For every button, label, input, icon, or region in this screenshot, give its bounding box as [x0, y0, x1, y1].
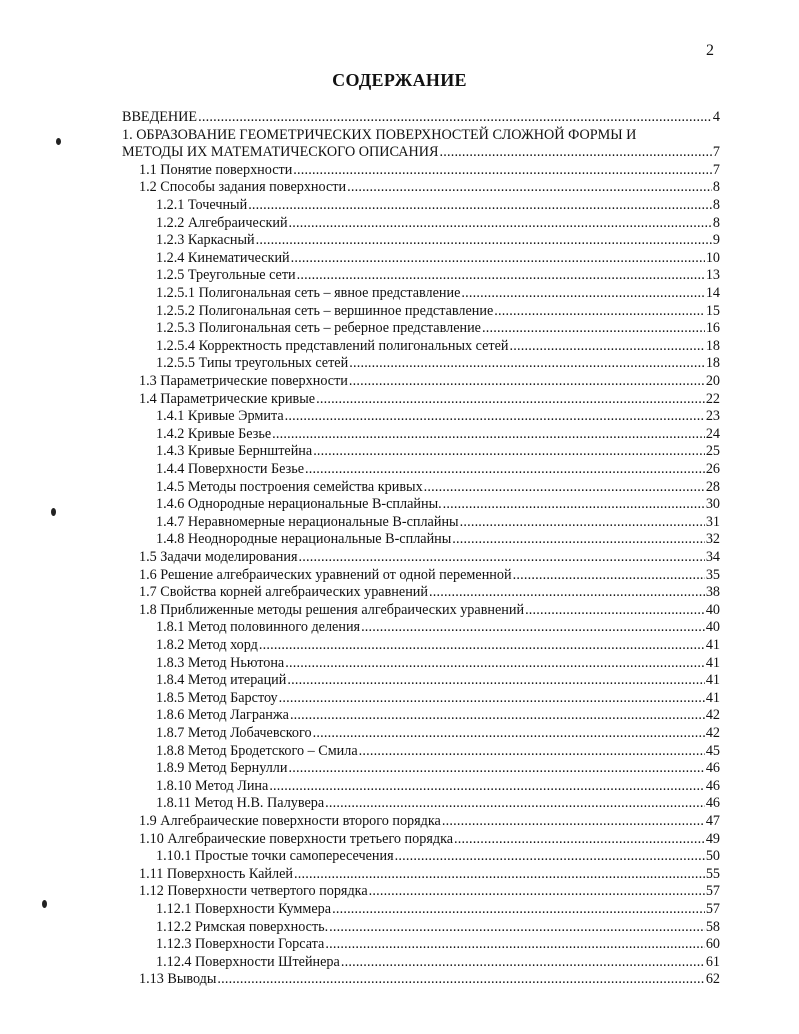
toc-dot-leader	[361, 618, 705, 636]
toc-dot-leader	[442, 812, 705, 830]
toc-dot-leader	[305, 460, 705, 478]
toc-entry-page: 60	[705, 936, 720, 953]
page-title: СОДЕРЖАНИЕ	[332, 70, 467, 90]
toc-dot-leader	[259, 636, 705, 654]
toc-dot-leader	[291, 249, 705, 267]
toc-entry-page: 24	[705, 425, 720, 442]
toc-dot-leader	[509, 337, 704, 355]
toc-entry-page: 55	[705, 865, 720, 882]
toc-entry-page: 45	[705, 742, 720, 759]
toc-entry[interactable]	[156, 354, 720, 372]
toc-dot-leader	[460, 513, 705, 531]
toc-dot-leader	[269, 777, 705, 795]
toc-entry[interactable]	[139, 882, 720, 900]
toc-entry-title: 1.5 Задачи моделирования	[139, 549, 298, 565]
toc-dot-leader	[290, 706, 705, 724]
toc-entry-title: 1.2.4 Кинематический	[156, 249, 290, 266]
toc-entry-title: 1.8.9 Метод Бернулли	[156, 760, 288, 777]
toc-entry[interactable]	[156, 214, 720, 232]
toc-entry-page: 16	[705, 320, 720, 337]
toc-entry-title: 1.2 Способы задания поверхности	[139, 179, 347, 196]
toc-dot-leader	[293, 161, 712, 179]
toc-entry-title: 1.8.11 Метод Н.В. Палувера	[156, 795, 325, 812]
toc-dot-leader	[369, 882, 705, 900]
toc-dot-leader	[285, 654, 705, 672]
toc-entry[interactable]	[156, 636, 720, 654]
toc-entry[interactable]	[139, 390, 720, 408]
toc-entry-title: 1. ОБРАЗОВАНИЕ ГЕОМЕТРИЧЕСКИХ ПОВЕРХНОСТЕЙ СЛОЖНОЙ ФОРМЫ И	[122, 126, 637, 143]
toc-entry[interactable]	[156, 724, 720, 742]
toc-entry-page: 9	[712, 232, 720, 249]
toc-entry-title: 1.13 Выводы	[139, 971, 217, 988]
toc-entry[interactable]	[156, 847, 720, 865]
toc-dot-leader	[395, 847, 705, 865]
toc-entry-page: 13	[705, 267, 720, 284]
toc-entry-title: 1.12.1 Поверхности Куммера	[156, 901, 332, 917]
toc-entry-title: 1.2.1 Точечный	[156, 197, 248, 213]
toc-entry[interactable]	[139, 178, 720, 196]
toc-dot-leader	[279, 689, 705, 707]
toc-entry-page: 41	[705, 689, 720, 706]
toc-entry[interactable]	[139, 161, 720, 179]
toc-dot-leader	[482, 319, 705, 337]
toc-entry-page: 42	[705, 707, 720, 724]
toc-entry-title: 1.3 Параметрические поверхности	[139, 373, 348, 389]
toc-dot-leader	[285, 407, 705, 425]
toc-entry-title: 1.11 Поверхность Кайлей	[139, 865, 293, 882]
toc-entry-page: 46	[705, 760, 720, 777]
toc-entry-title: 1.8.5 Метод Барстоу	[156, 689, 278, 706]
toc-dot-leader	[248, 196, 712, 214]
toc-entry[interactable]	[156, 918, 720, 936]
toc-entry-title: 1.12.2 Римская поверхность.	[156, 918, 329, 935]
toc-entry-title: 1.2.5 Треугольные сети	[156, 267, 296, 284]
toc-entry-title: 1.8.7 Метод Лобачевского	[156, 725, 312, 741]
toc-entry[interactable]	[156, 530, 720, 548]
toc-entry[interactable]	[139, 830, 720, 848]
toc-entry-title: 1.8.10 Метод Лина	[156, 777, 269, 794]
toc-dot-leader	[313, 724, 705, 742]
toc-entry-title: 1.4.8 Неоднородные нерациональные В-сплайны	[156, 531, 452, 548]
toc-entry-page: 46	[705, 777, 720, 794]
toc-dot-leader	[494, 302, 705, 320]
toc-entry-page: 62	[705, 971, 720, 988]
toc-entry-page: 40	[705, 601, 720, 618]
toc-entry[interactable]	[156, 953, 720, 971]
toc-entry[interactable]	[156, 196, 720, 214]
toc-entry-title: 1.2.5.1 Полигональная сеть – явное представление	[156, 285, 461, 301]
scan-speck	[42, 900, 47, 908]
toc-entry-title: 1.8.4 Метод итераций	[156, 672, 287, 689]
toc-entry-page: 31	[705, 513, 720, 530]
toc-dot-leader	[294, 865, 705, 883]
toc-entry-title: 1.4 Параметрические кривые	[139, 390, 316, 407]
toc-dot-leader	[329, 918, 705, 936]
toc-entry-page: 8	[712, 197, 720, 213]
toc-entry-title: 1.2.3 Каркасный	[156, 232, 255, 249]
toc-dot-leader	[424, 478, 705, 496]
toc-dot-leader	[313, 442, 705, 460]
toc-dot-leader	[349, 372, 705, 390]
toc-entry-page: 41	[705, 654, 720, 671]
toc-dot-leader	[341, 953, 705, 971]
toc-entry-page: 26	[705, 461, 720, 477]
toc-entry[interactable]	[139, 372, 720, 390]
toc-entry[interactable]	[156, 671, 720, 689]
toc-entry-title: 1.4.4 Поверхности Безье	[156, 461, 305, 477]
toc-entry-page: 8	[712, 179, 720, 196]
toc-entry-page: 47	[705, 813, 720, 829]
toc-entry[interactable]	[122, 126, 720, 144]
toc-entry[interactable]	[156, 777, 720, 795]
page-number: 2	[706, 42, 714, 59]
toc-entry[interactable]	[139, 566, 720, 584]
toc-dot-leader	[256, 231, 712, 249]
toc-entry[interactable]	[156, 319, 720, 337]
toc-dot-leader	[349, 354, 705, 372]
toc-dot-leader	[289, 214, 712, 232]
toc-entry-title: ВВЕДЕНИЕ	[122, 109, 198, 125]
toc-entry-title: 1.4.5 Методы построения семейства кривых	[156, 478, 423, 495]
toc-entry[interactable]	[122, 108, 720, 126]
toc-entry-page: 41	[705, 637, 720, 653]
toc-entry[interactable]	[156, 407, 720, 425]
toc-dot-leader	[513, 566, 705, 584]
toc-entry[interactable]	[156, 759, 720, 777]
toc-entry-page: 25	[705, 443, 720, 460]
toc-entry-title: 1.8.6 Метод Лагранжа	[156, 707, 289, 724]
toc-entry-title: 1.12.3 Поверхности Горсата	[156, 936, 325, 953]
toc-dot-leader	[297, 266, 705, 284]
toc-entry[interactable]	[156, 302, 720, 320]
toc-entry-page: 10	[705, 249, 720, 266]
toc-entry-title: 1.6 Решение алгебраических уравнений от одной переменной	[139, 566, 512, 583]
toc-entry-title: 1.8 Приближенные методы решения алгебраических уравнений	[139, 601, 525, 618]
toc-entry-title: 1.10.1 Простые точки самопересечения	[156, 848, 394, 865]
toc-dot-leader	[452, 530, 705, 548]
toc-dot-leader	[439, 143, 711, 161]
toc-entry-title: 1.8.1 Метод половинного деления	[156, 619, 361, 636]
toc-dot-leader	[325, 794, 705, 812]
toc-entry[interactable]	[156, 618, 720, 636]
toc-entry-page: 42	[705, 725, 720, 741]
toc-entry-page: 40	[705, 619, 720, 636]
toc-dot-leader	[359, 742, 705, 760]
toc-entry-title: 1.8.8 Метод Бродетского – Смила	[156, 742, 358, 759]
toc-entry-page: 15	[705, 302, 720, 319]
scan-speck	[51, 508, 56, 516]
toc-entry-page: 20	[705, 373, 720, 389]
toc-entry-page: 46	[705, 795, 720, 812]
toc-entry-title: 1.4.6 Однородные нерациональные В-сплайны.	[156, 496, 442, 513]
toc-entry[interactable]	[156, 478, 720, 496]
toc-dot-leader	[288, 759, 704, 777]
toc-entry-page: 23	[705, 408, 720, 425]
toc-entry[interactable]	[156, 513, 720, 531]
toc-entry-page: 41	[705, 672, 720, 689]
toc-entry-title: 1.2.5.2 Полигональная сеть – вершинное представление	[156, 302, 494, 319]
toc-entry[interactable]	[139, 601, 720, 619]
toc-dot-leader	[217, 970, 704, 988]
toc-entry-title: 1.4.7 Неравномерные нерациональные В-сплайны	[156, 513, 459, 530]
toc-entry-title: 1.2.5.3 Полигональная сеть – реберное представление	[156, 320, 481, 337]
toc-dot-leader	[461, 284, 704, 302]
toc-entry-title: 1.4.2 Кривые Безье	[156, 425, 272, 442]
toc-entry-title: 1.4.1 Кривые Эрмита	[156, 408, 284, 425]
toc-entry-page: 38	[705, 584, 720, 601]
toc-entry-page: 49	[705, 830, 720, 847]
toc-entry-title: 1.2.5.4 Корректность представлений полигональных сетей	[156, 337, 509, 354]
toc-entry[interactable]	[156, 460, 720, 478]
toc-entry[interactable]	[156, 337, 720, 355]
toc-entry-page: 57	[705, 883, 720, 900]
toc-entry[interactable]	[139, 583, 720, 601]
toc-entry[interactable]	[156, 689, 720, 707]
toc-entry-title: МЕТОДЫ ИХ МАТЕМАТИЧЕСКОГО ОПИСАНИЯ	[122, 144, 439, 161]
toc-entry-title: 1.9 Алгебраические поверхности второго порядка	[139, 813, 441, 829]
toc-entry-page: 4	[712, 109, 720, 125]
toc-entry-page: 14	[705, 285, 720, 301]
toc-entry[interactable]	[156, 231, 720, 249]
toc-entry-title: 1.1 Понятие поверхности	[139, 161, 293, 178]
toc-dot-leader	[325, 935, 704, 953]
toc-entry[interactable]	[156, 654, 720, 672]
toc-entry-title: 1.4.3 Кривые Бернштейна	[156, 443, 313, 460]
toc-entry-title: 1.10 Алгебраические поверхности третьего порядка	[139, 830, 454, 847]
toc-entry-page: 57	[705, 901, 720, 917]
toc-entry[interactable]	[139, 812, 720, 830]
toc-dot-leader	[429, 583, 705, 601]
toc-entry-page: 30	[705, 496, 720, 513]
toc-entry-page: 50	[705, 848, 720, 865]
toc-entry-title: 1.2.2 Алгебраический	[156, 214, 288, 231]
toc-entry-page: 58	[705, 918, 720, 935]
toc-entry[interactable]	[156, 425, 720, 443]
toc-entry-title: 1.12 Поверхности четвертого порядка	[139, 883, 368, 900]
toc-entry-title: 1.2.5.5 Типы треугольных сетей	[156, 355, 349, 372]
toc-entry[interactable]	[156, 742, 720, 760]
toc-entry-page: 28	[705, 478, 720, 495]
toc-dot-leader	[287, 671, 704, 689]
toc-dot-leader	[198, 108, 712, 126]
toc-dot-leader	[443, 495, 705, 513]
toc-entry[interactable]	[156, 495, 720, 513]
scan-speck	[56, 138, 61, 145]
toc-entry-page: 18	[705, 355, 720, 372]
toc-entry[interactable]	[139, 970, 720, 988]
toc-entry-page: 7	[712, 144, 720, 161]
toc-entry[interactable]	[139, 548, 720, 566]
toc-entry-page: 61	[705, 953, 720, 970]
toc-entry[interactable]	[156, 706, 720, 724]
toc-dot-leader	[454, 830, 705, 848]
toc-entry[interactable]	[156, 284, 720, 302]
toc-entry-page: 22	[705, 390, 720, 407]
toc-entry-title: 1.8.2 Метод хорд	[156, 637, 258, 653]
toc-entry[interactable]	[156, 935, 720, 953]
toc-dot-leader	[525, 601, 705, 619]
toc-dot-leader	[332, 900, 705, 918]
toc-entry-title: 1.8.3 Метод Ньютона	[156, 654, 285, 671]
toc-entry-page: 7	[712, 161, 720, 178]
toc-dot-leader	[272, 425, 705, 443]
toc-entry-page: 18	[705, 337, 720, 354]
toc-dot-leader	[316, 390, 705, 408]
toc-dot-leader	[298, 548, 704, 566]
toc-entry-page: 35	[705, 566, 720, 583]
toc-entry-title: 1.7 Свойства корней алгебраических уравнений	[139, 584, 428, 601]
toc-entry-page: 32	[705, 531, 720, 548]
toc-entry[interactable]	[122, 143, 720, 161]
toc-entry-page: 34	[705, 549, 720, 565]
toc-entry[interactable]	[156, 900, 720, 918]
toc-dot-leader	[347, 178, 712, 196]
toc-entry[interactable]	[156, 794, 720, 812]
toc-entry-page: 8	[712, 214, 720, 231]
toc-entry[interactable]	[156, 442, 720, 460]
toc-entry[interactable]	[139, 865, 720, 883]
toc-entry-title: 1.12.4 Поверхности Штейнера	[156, 953, 340, 970]
toc-entry[interactable]	[156, 249, 720, 267]
toc-entry[interactable]	[156, 266, 720, 284]
